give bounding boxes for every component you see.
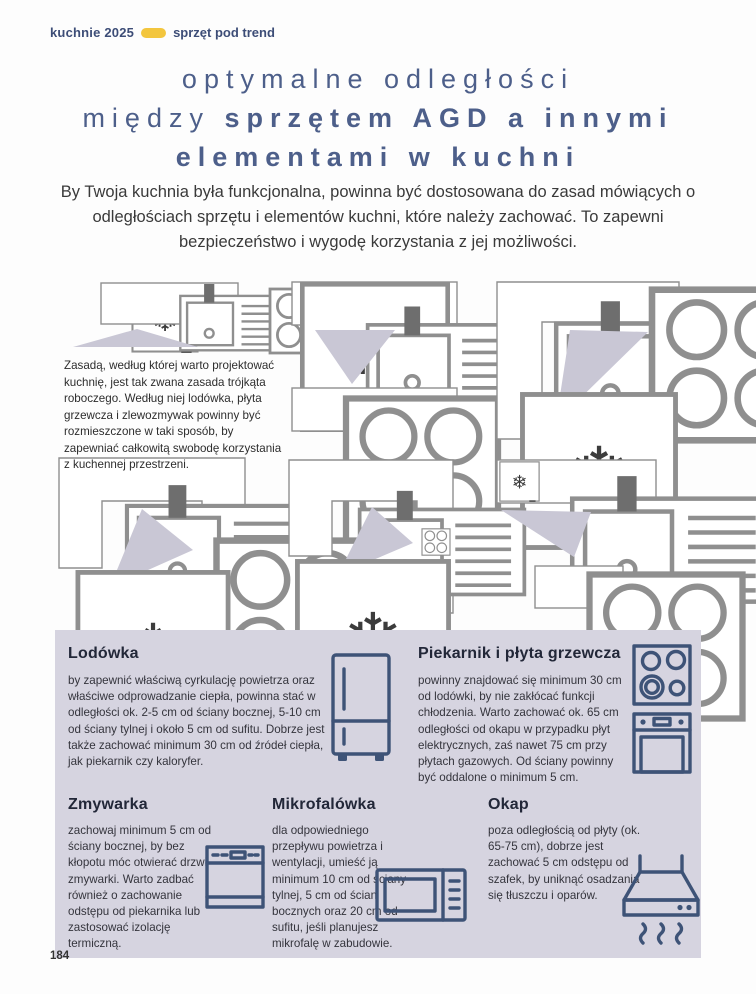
fridge-icon [330,652,392,764]
title-line-2-light: między [82,103,225,133]
appliance-heading-dishwasher: Zmywarka [68,796,148,813]
appliance-heading-fridge: Lodówka [68,645,139,662]
hood-icon [618,852,704,946]
oven-icon [632,712,692,774]
fridge-symbol [500,462,539,503]
microwave-icon [375,868,467,924]
page-header [50,25,275,40]
title-line-2 [0,99,756,138]
appliance-description-microwave: dla odpowiedniego przepływu powietrza i wentylacji, umieść ją minimum 10 cm od ściany tylnej, 5 cm od ścian bocznych oraz 20 cm od sufitu, jeśli planujesz mikrofalę w zabudowie. [272,824,407,951]
section-label: sprzęt pod trend [173,25,275,40]
hob-icon [632,644,692,706]
kitchen-layout-single-wall-diagram [55,283,275,351]
kitchen-layout-peninsula-diagram [288,459,458,617]
appliance-description-oven-hob: powinny znajdować się minimum 30 cm od lodówki, by nie zakłócać funkcji chłodzenia. Warto zachować ok. 65 cm odległości od okapu w przypadku płyt elektrycznych, zaś nawet 75 cm przy płytach gazowych. Od ściany powinny być oddalone o minimum 5 cm. [418,674,622,785]
kitchen-layout-galley-diagram [291,281,459,433]
title-line-1: optymalne odległości [181,64,575,94]
appliance-description-fridge: by zapewnić właściwą cyrkulację powietrza oraz właściwe odprowadzanie ciepła, powinna stać w odległości ok. 2-5 cm od ściany bocznej, 5-10 cm od ściany tylnej i około 5 cm od sufitu. Dobrze jest także zachować minimum 30 cm od źródeł ciepła, jak piekarnik czy kaloryfer. [68,674,325,769]
appliance-heading-hood: Okap [488,796,529,813]
dishwasher-icon [205,845,265,911]
appliance-heading-microwave: Mikrofalówka [272,796,376,813]
intro-paragraph: By Twoja kuchnia była funkcjonalna, powinna być dostosowana do zasad mówiących o odległościach sprzętu i elementów kuchni, które należy zachować. To zapewni bezpieczeństwo i wygodę korzystania z jej możliwości. [60,183,696,251]
appliance-description-hood: poza odległością od płyty (ok. 65-75 cm), dobrze jest zachować 5 cm odstępu od szafek, by uniknąć osadzania się tłuszczu i oparów. [488,824,641,902]
appliance-description-dishwasher: zachowaj minimum 5 cm od ściany bocznej, by bez kłopotu móc otwierać drzwi zmywarki. Warto zadbać również o zachowanie odstępu od piekarnika lub zastosować izolację termiczną. [68,824,212,951]
title-line-3: elementami w kuchni [175,142,581,172]
work-triangle-note: Zasadą, według której warto projektować kuchnię, jest tak zwana zasada trójkąta roboczego. Według niej lodówka, płyta grzewcza i zlewozmywak powinny być rozmieszczone w taki sposób, by zapewniać całkowitą swobodę korzystania z kuchennej przestrzeni. [64,359,282,471]
kitchen-layout-u-shaped-diagram [58,457,248,614]
appliance-heading-oven-hob: Piekarnik i płyta grzewcza [418,645,621,662]
brand-accent-pill-icon [141,28,166,38]
appliance-panel [55,630,701,958]
kitchen-layout-island-diagram [496,457,702,610]
page-title [0,60,756,177]
page-brand: kuchnie 2025 [50,25,135,40]
kitchen-layout-l-shaped-diagram [496,281,700,441]
hob-symbol [422,529,450,555]
title-line-2-bold: sprzętem AGD a innymi [224,103,674,133]
page-number: 184 [50,950,70,962]
